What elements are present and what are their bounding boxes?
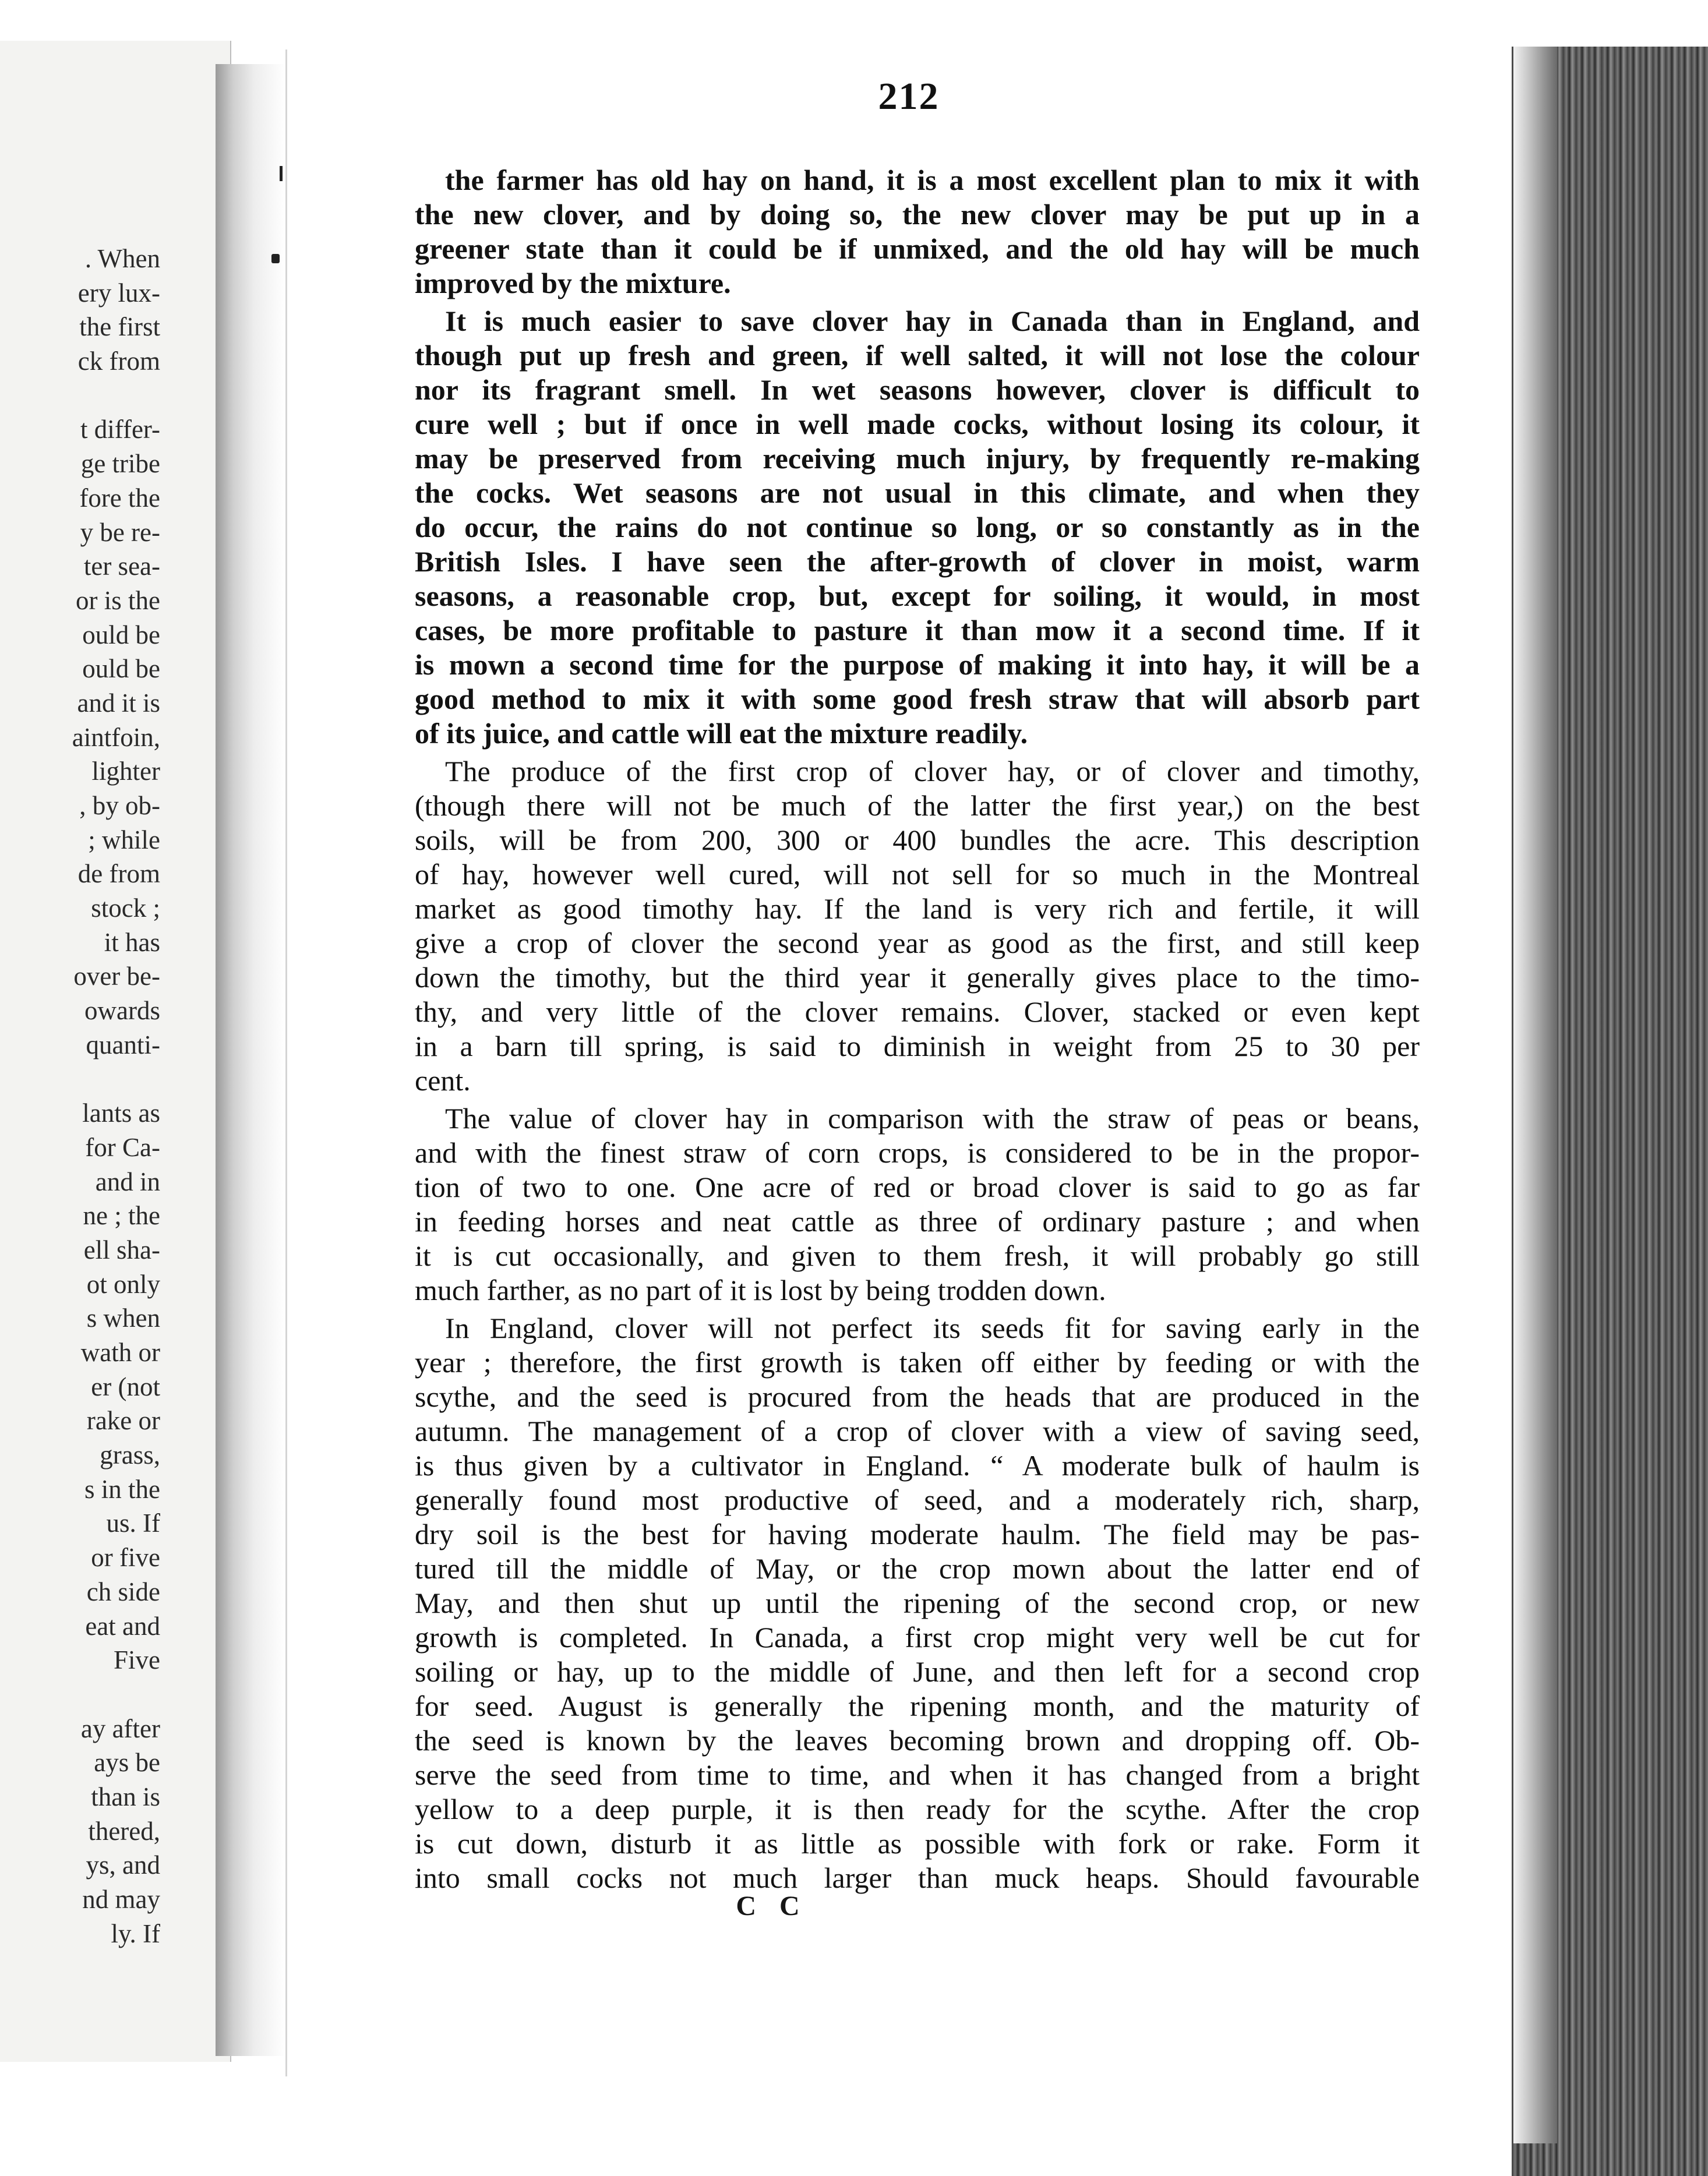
text-line: in a barn till spring, is said to diminish in weight from 25 to 30 per bbox=[415, 1030, 1420, 1062]
facing-page-line bbox=[0, 379, 160, 413]
facing-page-line: the first bbox=[79, 312, 160, 342]
facing-page-line: for Ca- bbox=[85, 1132, 160, 1162]
facing-page-line: owards bbox=[84, 996, 160, 1026]
paragraph bbox=[415, 1311, 1420, 1895]
text-line: scythe, and the seed is procured from the heads that are produced in the bbox=[415, 1380, 1420, 1413]
facing-page-line: ell sha- bbox=[83, 1235, 160, 1264]
facing-page-line: ch side bbox=[86, 1577, 160, 1606]
facing-page-line: s when bbox=[86, 1304, 160, 1333]
text-line: cent. bbox=[415, 1064, 471, 1097]
facing-page-line: y be re- bbox=[80, 517, 160, 547]
text-line: it is cut occasionally, and given to them fresh, it will probably go still bbox=[415, 1239, 1420, 1272]
text-line: of its juice, and cattle will eat the mixture readily. bbox=[415, 717, 1028, 750]
facing-page-line: aintfoin, bbox=[72, 722, 160, 752]
facing-page-line: ne ; the bbox=[83, 1201, 160, 1231]
text-line: down the timothy, but the third year it generally gives place to the timo- bbox=[415, 961, 1420, 994]
text-line: the new clover, and by doing so, the new clover may be put up in a bbox=[415, 198, 1420, 231]
text-line: though put up fresh and green, if well salted, it will not lose the colour bbox=[415, 339, 1420, 372]
margin-ink-mark bbox=[280, 166, 283, 181]
text-line: much farther, as no part of it is lost by being trodden down. bbox=[415, 1274, 1106, 1306]
facing-page-line: rake or bbox=[86, 1406, 160, 1436]
text-line: year ; therefore, the first growth is taken off either by feeding or with the bbox=[415, 1346, 1420, 1379]
facing-page-line: ould be bbox=[82, 620, 160, 649]
text-line: is cut down, disturb it as little as possible with fork or rake. Form it bbox=[415, 1827, 1420, 1860]
body-text bbox=[415, 163, 1420, 1895]
text-line: do occur, the rains do not continue so long, or so constantly as in the bbox=[415, 511, 1420, 543]
facing-page-line: er (not bbox=[91, 1372, 160, 1401]
facing-page-line: , by ob- bbox=[79, 791, 160, 820]
facing-page-line: nd may bbox=[82, 1885, 160, 1914]
facing-page-line: ay after bbox=[80, 1714, 160, 1743]
facing-page-line: ery lux- bbox=[77, 278, 160, 308]
facing-page-line bbox=[0, 1062, 160, 1097]
facing-page-line: lighter bbox=[91, 757, 160, 786]
text-line: into small cocks not much larger than muck heaps. Should favourable bbox=[415, 1861, 1420, 1894]
page-edge-highlight bbox=[1513, 47, 1557, 2143]
text-line: autumn. The management of a crop of clover with a view of saving seed, bbox=[415, 1415, 1420, 1447]
margin-ink-mark bbox=[271, 254, 280, 263]
text-line: generally found most productive of seed, and a moderately rich, sharp, bbox=[415, 1483, 1420, 1516]
facing-page-line: fore the bbox=[79, 483, 160, 513]
text-line: is thus given by a cultivator in England. “ A moderate bulk of haulm is bbox=[415, 1449, 1420, 1482]
facing-page-line: grass, bbox=[100, 1440, 160, 1470]
paragraph bbox=[415, 304, 1420, 751]
facing-page-line: ays be bbox=[94, 1748, 160, 1778]
text-line: the seed is known by the leaves becoming brown and dropping off. Ob- bbox=[415, 1724, 1420, 1757]
facing-page-line bbox=[0, 1677, 160, 1712]
facing-page-line: and in bbox=[95, 1167, 160, 1196]
text-line: growth is completed. In Canada, a first crop might very well be cut for bbox=[415, 1621, 1420, 1654]
text-line: of hay, however well cured, will not sell for so much in the Montreal bbox=[415, 858, 1420, 891]
facing-page-line: over be- bbox=[73, 962, 160, 991]
facing-page-line: than is bbox=[91, 1782, 160, 1811]
text-line: is mown a second time for the purpose of making it into hay, it will be a bbox=[415, 648, 1420, 681]
facing-page-line: us. If bbox=[106, 1509, 160, 1538]
facing-page-line: ck from bbox=[77, 347, 160, 376]
text-line: British Isles. I have seen the after-growth of clover in moist, warm bbox=[415, 545, 1420, 578]
facing-page-line: eat and bbox=[85, 1611, 160, 1641]
facing-page-line: ys, and bbox=[86, 1850, 160, 1880]
text-line: The value of clover hay in comparison with the straw of peas or beans, bbox=[445, 1102, 1420, 1135]
page-number: 212 bbox=[878, 75, 940, 118]
text-line: the farmer has old hay on hand, it is a most excellent plan to mix it with bbox=[445, 164, 1420, 196]
facing-page-line: ould be bbox=[82, 654, 160, 684]
text-line: nor its fragrant smell. In wet seasons however, clover is difficult to bbox=[415, 373, 1420, 406]
facing-page-line: stock ; bbox=[91, 893, 160, 923]
text-line: The produce of the first crop of clover hay, or of clover and timothy, bbox=[445, 755, 1420, 787]
facing-page-line: or five bbox=[91, 1543, 160, 1573]
facing-page-line: ot only bbox=[86, 1269, 160, 1299]
facing-page-text-fragments bbox=[0, 242, 160, 1951]
facing-page-line: Five bbox=[113, 1645, 160, 1675]
text-line: improved by the mixture. bbox=[415, 267, 731, 299]
facing-page-line: ter sea- bbox=[83, 552, 160, 581]
text-line: good method to mix it with some good fresh straw that will absorb part bbox=[415, 683, 1420, 715]
text-line: cure well ; but if once in well made cocks, without losing its colour, it bbox=[415, 408, 1420, 440]
text-line: tion of two to one. One acre of red or broad clover is said to go as far bbox=[415, 1171, 1420, 1203]
text-line: cases, be more profitable to pasture it than mow it a second time. If it bbox=[415, 614, 1420, 647]
facing-page-line: . When bbox=[84, 244, 160, 273]
facing-page-left bbox=[0, 41, 231, 2062]
facing-page-line: thered, bbox=[88, 1816, 160, 1846]
text-line: May, and then shut up until the ripening of the second crop, or new bbox=[415, 1587, 1420, 1619]
facing-page-line: it has bbox=[104, 927, 160, 957]
paragraph bbox=[415, 1101, 1420, 1308]
text-line: in feeding horses and neat cattle as three of ordinary pasture ; and when bbox=[415, 1205, 1420, 1238]
text-line: may be preserved from receiving much injury, by frequently re-making bbox=[415, 442, 1420, 475]
facing-page-line: wath or bbox=[80, 1338, 160, 1367]
text-line: soils, will be from 200, 300 or 400 bundles the acre. This description bbox=[415, 824, 1420, 856]
signature-mark: C C bbox=[736, 1891, 808, 1921]
text-line: In England, clover will not perfect its seeds fit for saving early in the bbox=[445, 1312, 1420, 1344]
text-line: market as good timothy hay. If the land is very rich and fertile, it will bbox=[415, 892, 1420, 925]
text-line: It is much easier to save clover hay in Canada than in England, and bbox=[445, 305, 1420, 337]
text-line: seasons, a reasonable crop, but, except for soiling, it would, in most bbox=[415, 580, 1420, 612]
facing-page-line: ge tribe bbox=[80, 449, 160, 479]
paragraph bbox=[415, 163, 1420, 301]
text-line: for seed. August is generally the ripening month, and the maturity of bbox=[415, 1690, 1420, 1722]
facing-page-line: t differ- bbox=[80, 415, 160, 444]
facing-page-line: or is the bbox=[76, 585, 160, 615]
text-line: (though there will not be much of the latter the first year,) on the best bbox=[415, 789, 1420, 822]
text-line: give a crop of clover the second year as good as the first, and still keep bbox=[415, 927, 1420, 959]
text-line: thy, and very little of the clover remains. Clover, stacked or even kept bbox=[415, 995, 1420, 1028]
text-line: greener state than it could be if unmixed, and the old hay will be much bbox=[415, 232, 1420, 265]
facing-page-line: lants as bbox=[82, 1098, 160, 1128]
facing-page-line: s in the bbox=[84, 1474, 160, 1504]
facing-page-line: and it is bbox=[77, 688, 160, 718]
text-line: dry soil is the best for having moderate haulm. The field may be pas- bbox=[415, 1518, 1420, 1550]
text-line: tured till the middle of May, or the crop mown about the latter end of bbox=[415, 1552, 1420, 1585]
text-line: serve the seed from time to time, and when it has changed from a bright bbox=[415, 1758, 1420, 1791]
text-line: and with the finest straw of corn crops, is considered to be in the propor- bbox=[415, 1136, 1420, 1169]
facing-page-line: de from bbox=[77, 859, 160, 889]
paragraph bbox=[415, 754, 1420, 1098]
text-line: yellow to a deep purple, it is then ready for the scythe. After the crop bbox=[415, 1793, 1420, 1825]
facing-page-line: ; while bbox=[88, 825, 160, 854]
text-line: the cocks. Wet seasons are not usual in this climate, and when they bbox=[415, 476, 1420, 509]
text-line: soiling or hay, up to the middle of June, and then left for a second crop bbox=[415, 1655, 1420, 1688]
facing-page-line: ly. If bbox=[111, 1919, 160, 1948]
gutter-shadow bbox=[216, 64, 285, 2056]
facing-page-line: quanti- bbox=[86, 1030, 160, 1059]
